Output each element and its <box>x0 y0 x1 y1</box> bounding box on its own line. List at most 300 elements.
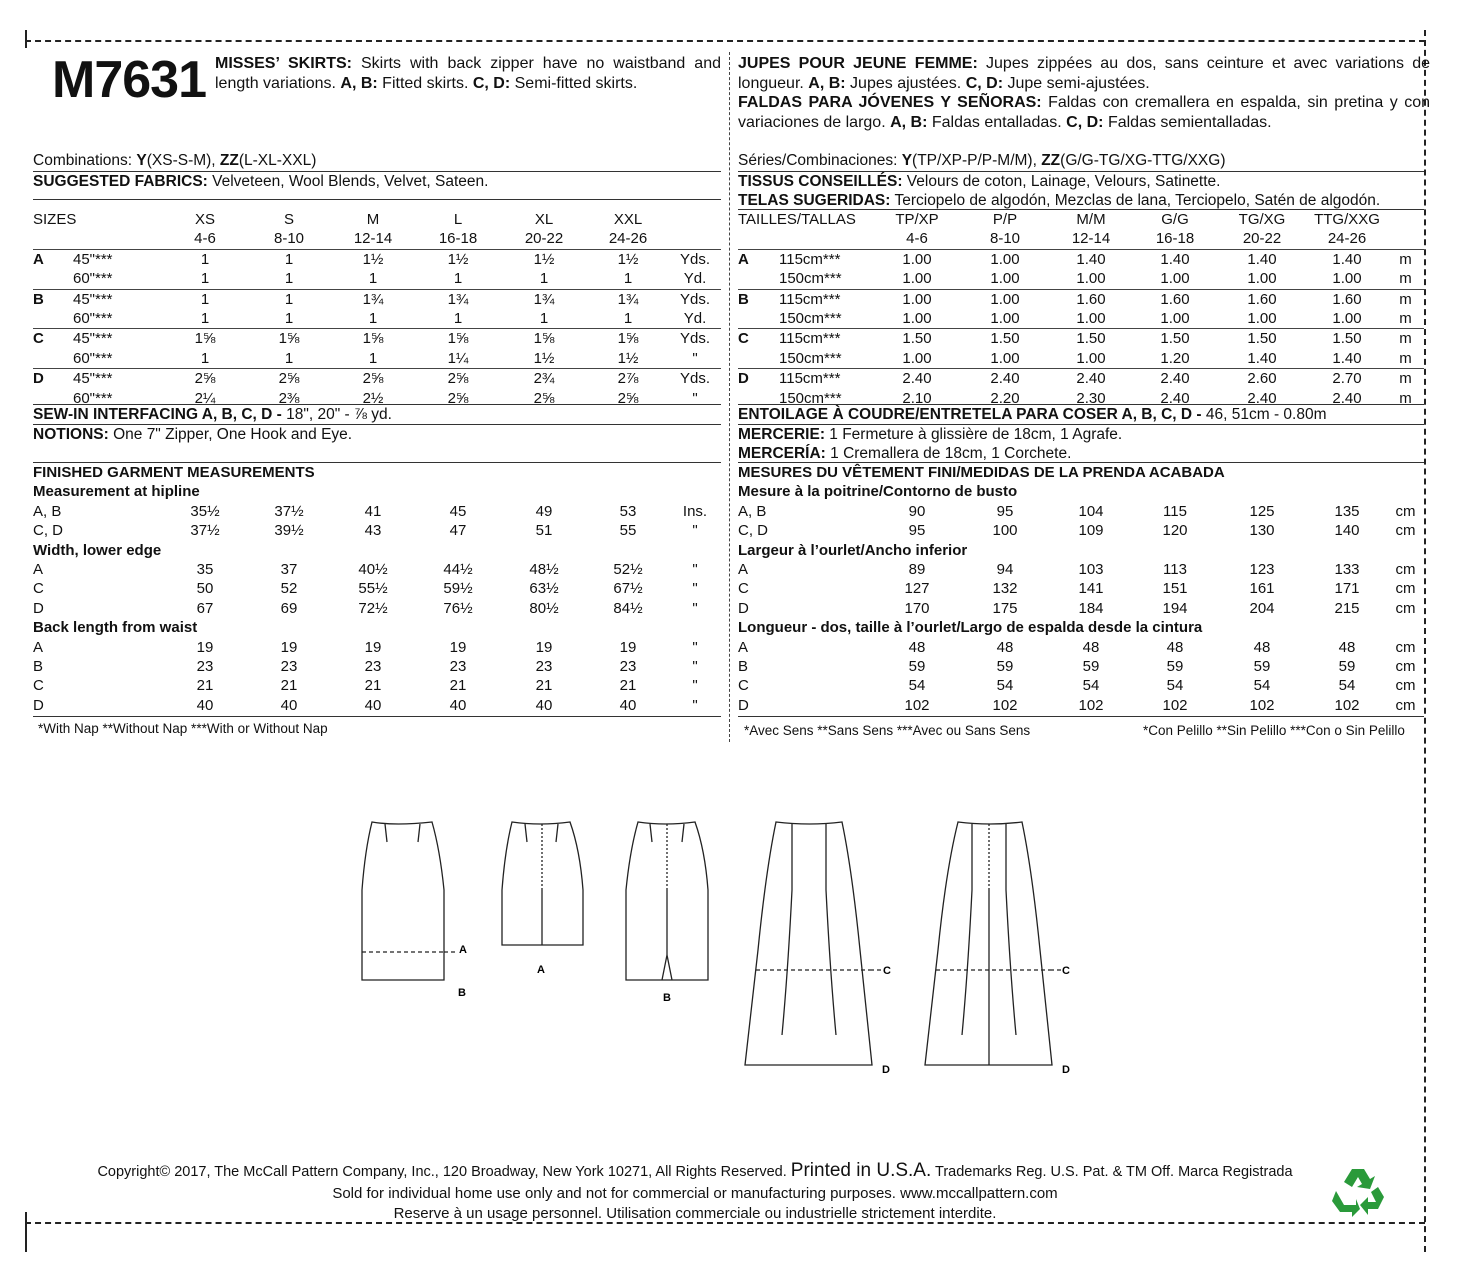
skirt-cd-front-drawing <box>745 822 882 1065</box>
measurement-unit: " <box>692 561 698 579</box>
measurement-value: 48½ <box>529 561 559 579</box>
yardage-value: 2.40 <box>1049 369 1133 389</box>
measurement-unit: " <box>692 580 698 598</box>
measurement-value: 59 <box>908 658 926 676</box>
skirt-b-back-drawing <box>626 822 708 980</box>
measurement-group-title: Largeur à l’ourlet/Ancho inferior <box>738 541 968 559</box>
yardage-value: 2.10 <box>902 389 932 407</box>
yardage-unit: m <box>1387 329 1424 349</box>
measurement-value: 54 <box>1338 677 1356 695</box>
measurement-value: 37½ <box>190 522 220 540</box>
yardage-value: 2.40 <box>961 369 1049 389</box>
view-letter: A <box>33 638 44 656</box>
view-letter: B <box>738 658 749 676</box>
size-number: 20-22 <box>1242 230 1282 248</box>
measurement-value: 48 <box>996 638 1014 656</box>
measurement-value: 69 <box>280 599 298 617</box>
measurement-value: 44½ <box>443 561 473 579</box>
measurement-value: 59 <box>996 658 1014 676</box>
yardage-value: 1 <box>200 270 210 288</box>
yardage-value: 1¾ <box>587 289 669 309</box>
measurement-value: 141 <box>1078 580 1104 598</box>
measurement-value: 19 <box>449 638 467 656</box>
yardage-value: 2.70 <box>1307 369 1387 389</box>
view-label-a: A <box>459 944 467 956</box>
fr-measurements-table <box>738 463 1424 715</box>
measurement-value: 95 <box>908 522 926 540</box>
measurement-value: 204 <box>1249 599 1275 617</box>
yardage-value: 1.00 <box>961 289 1049 309</box>
measurement-value: 102 <box>1249 696 1275 714</box>
yardage-value: 1 <box>284 349 294 367</box>
measurement-value: 51 <box>535 522 553 540</box>
measurement-value: 109 <box>1078 522 1104 540</box>
size-number: 12-14 <box>353 230 393 248</box>
view-letter: C, D <box>738 522 768 540</box>
yardage-value: 1.40 <box>1307 249 1387 269</box>
yardage-value: 1.00 <box>873 289 961 309</box>
fabric-width: 45"*** <box>67 249 163 269</box>
size-number: 8-10 <box>989 230 1021 248</box>
view-letter: A <box>738 561 749 579</box>
fabric-width: 60"*** <box>73 349 113 367</box>
measurement-value: 49 <box>535 502 553 520</box>
view-letter: D <box>33 599 44 617</box>
measurement-value: 84½ <box>613 599 643 617</box>
view-label-d-back: D <box>1062 1064 1070 1076</box>
yardage-unit: Yd. <box>683 310 707 328</box>
fabric-width: 45"*** <box>67 289 163 309</box>
measurement-value: 21 <box>535 677 553 695</box>
fr-mercerie: MERCERIE: 1 Fermeture à glissière de 18cm, 1 Agrafe. <box>738 426 1123 443</box>
measurement-value: 59 <box>1253 658 1271 676</box>
measurement-value: 23 <box>535 658 553 676</box>
yardage-value: 2.40 <box>873 369 961 389</box>
measurement-unit: cm <box>1395 696 1416 714</box>
measurement-value: 215 <box>1334 599 1360 617</box>
measurement-value: 67 <box>196 599 214 617</box>
yardage-value: 1.00 <box>1076 270 1106 288</box>
yardage-value: 1.00 <box>1332 310 1362 328</box>
footer-usage-fr: Reserve à un usage personnel. Utilisation commerciale ou industrielle strictement interdite. <box>393 1205 997 1222</box>
view-letter: C <box>738 580 749 598</box>
measurement-value: 52½ <box>613 561 643 579</box>
fabric-width: 45"*** <box>67 329 163 349</box>
yardage-value: 1.40 <box>1049 249 1133 269</box>
yardage-value: 2⅝ <box>247 369 331 389</box>
fr-tissus: TISSUS CONSEILLÉS: Velours de coton, Lainage, Velours, Satinette. <box>738 173 1221 190</box>
measurement-value: 59 <box>1082 658 1100 676</box>
measurement-value: 175 <box>992 599 1018 617</box>
yardage-value: 1 <box>539 270 549 288</box>
measurement-value: 102 <box>1162 696 1188 714</box>
yardage-value: 1.00 <box>990 270 1020 288</box>
measurement-value: 140 <box>1334 522 1360 540</box>
view-letter <box>738 349 773 369</box>
measurement-value: 19 <box>196 638 214 656</box>
yardage-unit: Yds. <box>669 289 721 309</box>
measurement-value: 35½ <box>190 502 220 520</box>
size-number: 8-10 <box>273 230 305 248</box>
measurement-value: 23 <box>619 658 637 676</box>
measurement-value: 123 <box>1249 561 1275 579</box>
en-sizes-label: SIZES <box>33 211 77 228</box>
yardage-value: 2.40 <box>1133 369 1217 389</box>
yardage-value: 1.20 <box>1160 349 1190 367</box>
measurement-value: 47 <box>449 522 467 540</box>
measurement-value: 52 <box>280 580 298 598</box>
size-number: 24-26 <box>1327 230 1367 248</box>
yardage-value: 1.50 <box>1217 329 1307 349</box>
measurement-value: 37 <box>280 561 298 579</box>
view-letter: B <box>33 658 44 676</box>
measurement-value: 130 <box>1249 522 1275 540</box>
measurement-value: 48 <box>1338 638 1356 656</box>
measurement-value: 54 <box>1082 677 1100 695</box>
measurement-value: 133 <box>1334 561 1360 579</box>
fabric-width: 150cm*** <box>779 349 842 367</box>
measurement-value: 23 <box>449 658 467 676</box>
es-description: FALDAS PARA JÓVENES Y SEÑORAS: Faldas con cremallera en espalda, sin pretina y con variaciones de largo. A, B: Faldas entalladas. C, D: Faldas semientalladas. <box>738 94 1430 131</box>
measurement-unit: cm <box>1395 561 1416 579</box>
measurement-value: 48 <box>908 638 926 656</box>
yardage-unit: Yd. <box>683 270 707 288</box>
yardage-value: 1¼ <box>447 349 469 367</box>
measurement-value: 40 <box>364 696 382 714</box>
measurement-unit: cm <box>1395 677 1416 695</box>
yardage-value: 1⅝ <box>247 329 331 349</box>
column-divider <box>729 52 730 742</box>
yardage-value: 2⅝ <box>617 389 639 407</box>
yardage-unit: Yds. <box>669 329 721 349</box>
yardage-value: 2⅝ <box>533 389 555 407</box>
yardage-value: 1.00 <box>990 349 1020 367</box>
measurement-value: 50 <box>196 580 214 598</box>
measurement-group-title: Width, lower edge <box>33 541 162 559</box>
measurement-value: 72½ <box>358 599 388 617</box>
footer-usage-en: Sold for individual home use only and not for commercial or manufacturing purposes. www.mccallpattern.com <box>332 1185 1058 1202</box>
yardage-unit: " <box>692 389 698 407</box>
fabric-width: 60"*** <box>73 389 113 407</box>
measurement-value: 48 <box>1082 638 1100 656</box>
size-number: 4-6 <box>194 230 216 248</box>
size-number: 12-14 <box>1071 230 1111 248</box>
yardage-value: 1.00 <box>902 310 932 328</box>
view-letter: A <box>33 249 67 269</box>
measurement-value: 120 <box>1162 522 1188 540</box>
measurement-value: 40 <box>619 696 637 714</box>
measurement-value: 151 <box>1162 580 1188 598</box>
size-header: TTG/XXG <box>1314 211 1380 228</box>
measurement-value: 104 <box>1078 502 1104 520</box>
measurement-value: 41 <box>364 502 382 520</box>
measurement-value: 170 <box>904 599 930 617</box>
yardage-value: 1.60 <box>1307 289 1387 309</box>
measurement-value: 45 <box>449 502 467 520</box>
yardage-unit: m <box>1387 249 1424 269</box>
size-header: XS <box>194 211 215 228</box>
yardage-value: 2½ <box>362 389 384 407</box>
top-cut-line <box>25 40 1425 42</box>
measurement-unit: " <box>692 599 698 617</box>
recycle-icon <box>1330 1165 1386 1217</box>
measurement-value: 100 <box>992 522 1018 540</box>
measurement-value: 21 <box>280 677 298 695</box>
yardage-unit: Yds. <box>669 249 721 269</box>
en-measurements-table <box>33 463 721 715</box>
yardage-value: 2⅝ <box>415 369 501 389</box>
yardage-value: 1 <box>284 270 294 288</box>
size-header: TG/XG <box>1238 211 1286 228</box>
measurement-unit: cm <box>1395 638 1416 656</box>
yardage-unit: m <box>1387 369 1424 389</box>
measurement-value: 102 <box>1078 696 1104 714</box>
skirt-a-back-drawing <box>502 822 583 945</box>
view-letter: C <box>738 329 773 349</box>
fabric-width: 150cm*** <box>779 270 842 288</box>
measurement-unit: cm <box>1395 580 1416 598</box>
measurement-value: 80½ <box>529 599 559 617</box>
view-letter: A <box>33 561 44 579</box>
yardage-value: 1.00 <box>961 249 1049 269</box>
measurement-value: 19 <box>535 638 553 656</box>
yardage-value: 2⅜ <box>278 389 300 407</box>
yardage-value: 2.20 <box>990 389 1020 407</box>
yardage-value: 1½ <box>533 349 555 367</box>
view-label-c: C <box>883 965 891 977</box>
yardage-value: 1½ <box>501 249 587 269</box>
yardage-value: 1.00 <box>990 310 1020 328</box>
yardage-value: 1.00 <box>1076 310 1106 328</box>
measurement-group-title: Longueur - dos, taille à l’ourlet/Largo de espalda desde la cintura <box>738 619 1203 637</box>
left-cut-line-top <box>25 30 27 48</box>
yardage-value: 1 <box>368 310 378 328</box>
size-header: G/G <box>1161 211 1189 228</box>
yardage-unit: Yds. <box>669 369 721 389</box>
yardage-value: 1 <box>453 270 463 288</box>
measurement-value: 113 <box>1163 561 1187 579</box>
measurement-value: 23 <box>280 658 298 676</box>
fabric-width: 115cm*** <box>773 369 873 389</box>
fr-entoilage: ENTOILAGE À COUDRE/ENTRETELA PARA COSER A, B, C, D - 46, 51cm - 0.80m <box>738 406 1327 423</box>
size-number: 4-6 <box>906 230 928 248</box>
yardage-value: 1 <box>247 289 331 309</box>
yardage-value: 1⅝ <box>501 329 587 349</box>
view-letter: C <box>738 677 749 695</box>
measurement-value: 59 <box>1338 658 1356 676</box>
skirt-cd-back-drawing <box>925 822 1062 1065</box>
yardage-value: 1⅝ <box>163 329 247 349</box>
yardage-value: 1.50 <box>961 329 1049 349</box>
en-combinations: Combinations: Y(XS-S-M), ZZ(L-XL-XXL) <box>33 152 317 169</box>
yardage-value: 2⅝ <box>331 369 415 389</box>
yardage-value: 1.60 <box>1217 289 1307 309</box>
measurement-value: 40 <box>535 696 553 714</box>
es-telas: TELAS SUGERIDAS: Terciopelo de algodón, Mezclas de lana, Terciopelo, Satén de algodón. <box>738 192 1381 209</box>
measurement-value: 54 <box>996 677 1014 695</box>
view-label-a-back: A <box>537 964 545 976</box>
technical-drawings <box>340 810 1100 1080</box>
yardage-value: 2.60 <box>1217 369 1307 389</box>
yardage-value: 2¾ <box>501 369 587 389</box>
measurement-unit: cm <box>1395 502 1416 520</box>
view-label-d: D <box>882 1064 890 1076</box>
view-letter: A, B <box>738 502 767 520</box>
es-merceria: MERCERÍA: 1 Cremallera de 18cm, 1 Corchete. <box>738 445 1072 462</box>
yardage-value: 1½ <box>587 249 669 269</box>
measurement-value: 115 <box>1163 502 1187 520</box>
measurement-value: 135 <box>1334 502 1360 520</box>
yardage-value: 1.40 <box>1332 349 1362 367</box>
measurement-value: 39½ <box>274 522 304 540</box>
yardage-unit: m <box>1399 270 1412 288</box>
en-fabrics: SUGGESTED FABRICS: Velveteen, Wool Blends, Velvet, Sateen. <box>33 173 489 190</box>
view-letter <box>738 309 773 329</box>
size-header: XL <box>534 211 554 228</box>
yardage-value: 1⅝ <box>415 329 501 349</box>
size-number: 16-18 <box>1155 230 1195 248</box>
measurement-value: 95 <box>996 502 1014 520</box>
yardage-value: 2.40 <box>1247 389 1277 407</box>
measurement-value: 19 <box>364 638 382 656</box>
view-letter: C <box>33 329 67 349</box>
measurement-value: 23 <box>196 658 214 676</box>
yardage-value: 2¼ <box>194 389 216 407</box>
fabric-width: 45"*** <box>67 369 163 389</box>
yardage-value: 1.00 <box>1160 310 1190 328</box>
measurement-unit: Ins. <box>682 502 708 520</box>
measurement-value: 102 <box>1334 696 1360 714</box>
fabric-width: 115cm*** <box>773 249 873 269</box>
measurement-group-title: Mesure à la poitrine/Contorno de busto <box>738 483 1018 501</box>
measurement-value: 89 <box>908 561 926 579</box>
measurement-unit: " <box>692 696 698 714</box>
fabric-width: 60"*** <box>73 270 113 288</box>
yardage-value: 2.30 <box>1076 389 1106 407</box>
size-header: P/P <box>992 211 1018 228</box>
en-description: MISSES’ SKIRTS: Skirts with back zipper have no waistband and length variations. A, B: Fitted skirts. C, D: Semi-fitted skirts. <box>215 55 722 92</box>
view-label-c-back: C <box>1062 965 1070 977</box>
view-letter <box>33 309 67 329</box>
fabric-width: 60"*** <box>73 310 113 328</box>
yardage-value: 1 <box>453 310 463 328</box>
view-letter: D <box>738 599 749 617</box>
measurement-value: 67½ <box>613 580 643 598</box>
measurement-value: 59 <box>1166 658 1184 676</box>
yardage-unit: " <box>692 349 698 367</box>
fabric-width: 150cm*** <box>779 389 842 407</box>
yardage-value: 1 <box>539 310 549 328</box>
measurement-unit: " <box>692 677 698 695</box>
view-letter <box>738 269 773 289</box>
fr-nap-note: *Avec Sens **Sans Sens ***Avec ou Sans Sens <box>744 723 1031 738</box>
yardage-value: 2⅞ <box>587 369 669 389</box>
size-header: S <box>283 211 294 228</box>
yardage-value: 2.40 <box>1160 389 1190 407</box>
measurement-value: 40 <box>196 696 214 714</box>
view-label-b-back: B <box>663 992 671 1004</box>
size-number: 24-26 <box>608 230 648 248</box>
yardage-value: 1 <box>623 270 633 288</box>
measurement-value: 76½ <box>443 599 473 617</box>
yardage-value: 1.50 <box>1049 329 1133 349</box>
measurement-value: 125 <box>1249 502 1275 520</box>
yardage-value: 1.50 <box>1133 329 1217 349</box>
yardage-value: 1.40 <box>1247 349 1277 367</box>
yardage-value: 1 <box>163 249 247 269</box>
yardage-value: 1.50 <box>1307 329 1387 349</box>
measurement-unit: cm <box>1395 599 1416 617</box>
yardage-value: 1 <box>284 310 294 328</box>
measurement-value: 171 <box>1334 580 1360 598</box>
size-header: M/M <box>1076 211 1106 228</box>
view-letter: A, B <box>33 502 62 520</box>
skirt-ab-front-drawing <box>362 822 458 980</box>
yardage-value: 2.40 <box>1332 389 1362 407</box>
yardage-value: 1.00 <box>873 249 961 269</box>
measurement-value: 184 <box>1078 599 1104 617</box>
measurement-value: 40 <box>449 696 467 714</box>
measurement-value: 40 <box>280 696 298 714</box>
es-nap-note: *Con Pelillo **Sin Pelillo ***Con o Sin Pelillo <box>1143 723 1405 738</box>
measurement-value: 19 <box>619 638 637 656</box>
measurement-value: 63½ <box>529 580 559 598</box>
measurement-unit: " <box>692 638 698 656</box>
yardage-value: 1.40 <box>1217 249 1307 269</box>
yardage-value: 1⅝ <box>331 329 415 349</box>
right-cut-line <box>1424 30 1426 1252</box>
yardage-value: 1.00 <box>1247 310 1277 328</box>
yardage-value: 1½ <box>415 249 501 269</box>
measurement-value: 132 <box>992 580 1018 598</box>
view-letter <box>33 349 67 369</box>
measurement-value: 127 <box>904 580 930 598</box>
yardage-value: 1.50 <box>873 329 961 349</box>
yardage-value: 1.60 <box>1049 289 1133 309</box>
fr-description: JUPES POUR JEUNE FEMME: Jupes zippées au dos, sans ceinture et avec variations de longueur. A, B: Jupes ajustées. C, D: Jupe semi-ajustées. <box>738 55 1431 92</box>
size-header: M <box>366 211 380 228</box>
pattern-number: M7631 <box>52 51 206 109</box>
view-letter: C <box>33 677 44 695</box>
yardage-value: 1 <box>163 289 247 309</box>
fr-yardage-table <box>738 210 1424 408</box>
yardage-value: 1¾ <box>501 289 587 309</box>
yardage-unit: m <box>1399 389 1412 407</box>
size-number: 20-22 <box>524 230 564 248</box>
measurement-value: 161 <box>1249 580 1275 598</box>
measurement-value: 19 <box>280 638 298 656</box>
measurement-value: 53 <box>619 502 637 520</box>
yardage-value: 1.00 <box>1332 270 1362 288</box>
yardage-value: 1⅝ <box>587 329 669 349</box>
measurement-value: 35 <box>196 561 214 579</box>
view-letter: D <box>738 696 749 714</box>
size-header: TP/XP <box>895 211 939 228</box>
yardage-value: 1 <box>368 349 378 367</box>
yardage-value: 1.00 <box>1160 270 1190 288</box>
view-letter: A <box>738 638 749 656</box>
yardage-unit: m <box>1399 310 1412 328</box>
view-letter: C <box>33 580 44 598</box>
measurement-value: 54 <box>908 677 926 695</box>
view-letter: B <box>738 289 773 309</box>
fabric-width: 150cm*** <box>779 310 842 328</box>
yardage-value: 1 <box>247 249 331 269</box>
fabric-width: 115cm*** <box>773 329 873 349</box>
yardage-value: 1¾ <box>331 289 415 309</box>
yardage-value: 1.00 <box>1076 349 1106 367</box>
measurement-value: 21 <box>364 677 382 695</box>
